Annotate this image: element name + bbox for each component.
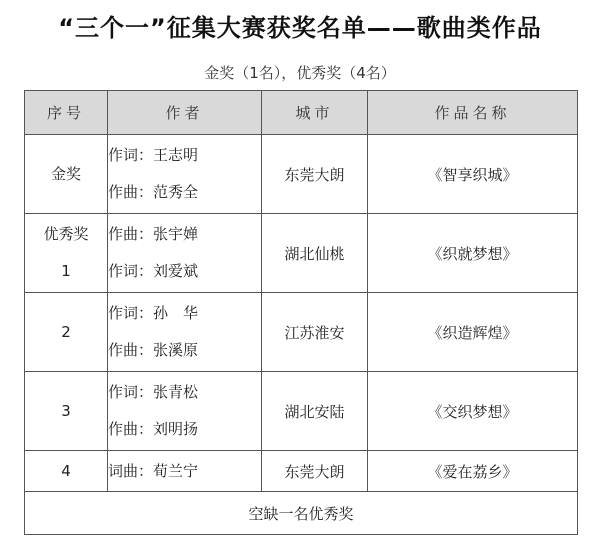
rank-cell bbox=[25, 214, 108, 293]
work-title-cell: 《交织梦想》 bbox=[368, 372, 578, 451]
author-line: 作曲：范秀全 bbox=[108, 183, 199, 201]
table-row bbox=[25, 372, 578, 451]
header-work-title: 作品名称 bbox=[368, 91, 578, 135]
table-header-row bbox=[25, 91, 578, 135]
author-cell bbox=[108, 372, 262, 451]
work-title-cell: 《织造辉煌》 bbox=[368, 293, 578, 372]
rank-number: 4 bbox=[61, 461, 71, 480]
rank-number: 2 bbox=[61, 322, 71, 341]
header-city: 城市 bbox=[262, 91, 368, 135]
award-summary: 金奖（1名），优秀奖（4名） bbox=[204, 64, 396, 82]
work-title-cell: 《智享织城》 bbox=[368, 135, 578, 214]
rank-cell bbox=[25, 451, 108, 492]
author-line: 作曲：刘明扬 bbox=[108, 420, 199, 438]
rank-label: 金奖 bbox=[50, 164, 81, 183]
rank-cell bbox=[25, 372, 108, 451]
author-cell bbox=[108, 135, 262, 214]
header-author: 作者 bbox=[108, 91, 262, 135]
table-row bbox=[25, 214, 578, 293]
header-index: 序号 bbox=[25, 91, 108, 135]
winners-table bbox=[24, 90, 578, 535]
author-cell bbox=[108, 451, 262, 492]
author-cell bbox=[108, 293, 262, 372]
work-title-cell: 《织就梦想》 bbox=[368, 214, 578, 293]
author-line: 作词：孙 华 bbox=[108, 304, 199, 322]
rank-cell bbox=[25, 135, 108, 214]
author-line: 作曲：张溪原 bbox=[108, 341, 199, 359]
author-cell bbox=[108, 214, 262, 293]
author-line: 作词：王志明 bbox=[108, 146, 199, 164]
author-line: 作词：刘爱斌 bbox=[108, 262, 199, 280]
table-row bbox=[25, 293, 578, 372]
author-line: 作曲：张宇婵 bbox=[108, 225, 199, 243]
author-line: 词曲：荀兰宁 bbox=[108, 461, 199, 480]
city-cell: 东莞大朗 bbox=[262, 451, 368, 492]
vacancy-note: 空缺一名优秀奖 bbox=[25, 492, 578, 535]
city-cell: 东莞大朗 bbox=[262, 135, 368, 214]
city-cell: 江苏淮安 bbox=[262, 293, 368, 372]
work-title-cell: 《爱在荔乡》 bbox=[368, 451, 578, 492]
rank-number: 3 bbox=[61, 401, 71, 420]
table-row bbox=[25, 451, 578, 492]
table-row bbox=[25, 135, 578, 214]
city-cell: 湖北安陆 bbox=[262, 372, 368, 451]
city-cell: 湖北仙桃 bbox=[262, 214, 368, 293]
rank-number: 1 bbox=[61, 262, 71, 280]
page-title: “三个一”征集大赛获奖名单——歌曲类作品 bbox=[58, 14, 542, 42]
author-line: 作词：张青松 bbox=[108, 383, 199, 401]
rank-cell bbox=[25, 293, 108, 372]
table-footer-row bbox=[25, 492, 578, 535]
rank-label: 优秀奖 bbox=[43, 225, 89, 243]
